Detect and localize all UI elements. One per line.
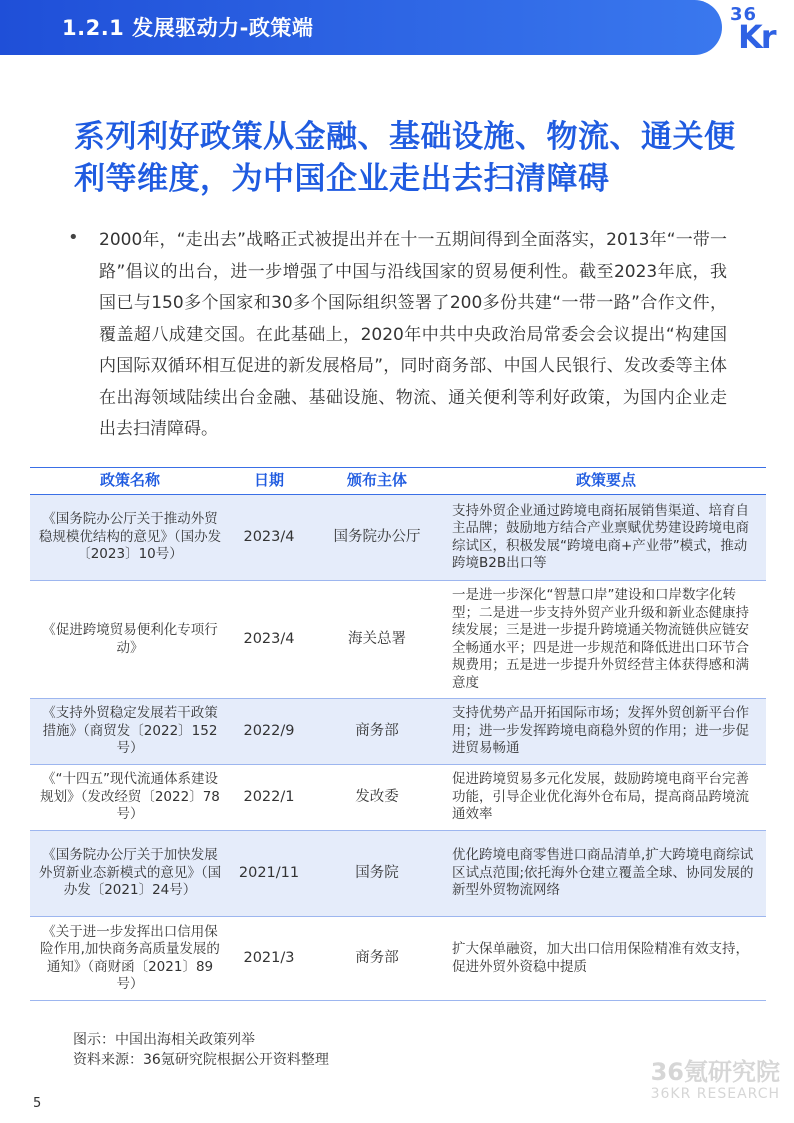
table-row	[30, 581, 766, 699]
policy-date: 2021/11	[230, 831, 308, 917]
logo-text-bottom: Kr	[738, 18, 775, 56]
column-header-issuer: 颁布主体	[308, 468, 446, 495]
policy-table	[30, 467, 766, 1001]
policy-issuer: 商务部	[308, 917, 446, 1001]
policy-name: 《国务院办公厅关于加快发展外贸新业态新模式的意见》（国办发〔2021〕24号）	[30, 831, 230, 917]
column-header-name: 政策名称	[30, 468, 230, 495]
policy-points: 优化跨境电商零售进口商品清单,扩大跨境电商综试区试点范围;依托海外仓建立覆盖全球、协同发展的新型外贸物流网络	[446, 831, 766, 917]
table-row	[30, 765, 766, 831]
policy-points: 促进跨境贸易多元化发展，鼓励跨境电商平台完善功能，引导企业优化海外仓布局，提高商品跨境流通效率	[446, 765, 766, 831]
policy-issuer: 商务部	[308, 699, 446, 765]
table-row	[30, 699, 766, 765]
policy-date: 2022/1	[230, 765, 308, 831]
figure-title: 图示：中国出海相关政策列举	[73, 1032, 255, 1048]
column-header-date: 日期	[230, 468, 308, 495]
logo-text-top: 36	[730, 4, 758, 25]
policy-date: 2022/9	[230, 699, 308, 765]
table-row	[30, 831, 766, 917]
source-note: 资料来源：36氪研究院根据公开资料整理	[73, 1052, 329, 1068]
policy-date: 2023/4	[230, 581, 308, 699]
policy-issuer: 海关总署	[308, 581, 446, 699]
policy-issuer: 发改委	[308, 765, 446, 831]
watermark-cn: 36氪研究院	[650, 1058, 780, 1086]
table-row	[30, 495, 766, 581]
watermark-en: 36KR RESEARCH	[650, 1086, 780, 1102]
policy-issuer: 国务院	[308, 831, 446, 917]
page-number: 5	[33, 1096, 42, 1111]
section-title: 1.2.1 发展驱动力-政策端	[62, 16, 314, 40]
bullet-dot: •	[68, 227, 79, 248]
research-watermark	[630, 1058, 780, 1102]
policy-issuer: 国务院办公厅	[308, 495, 446, 581]
bullet-text: 2000年，“走出去”战略正式被提出并在十一五期间得到全面落实，2013年“一带一路”倡议的出台，进一步增强了中国与沿线国家的贸易便利性。截至2023年底，我国已与150多个国家和30多个国际组织签署了200多份共建“一带一路”合作文件，覆盖超八成建交国。在此基础上，2020年中共中央政治局常委会会议提出“构建国内国际双循环相互促进的新发展格局”，同时商务部、中国人民银行、发改委等主体在出海领域陆续出台金融、基础设施、物流、通关便利等利好政策，为国内企业走出去扫清障碍。	[99, 230, 727, 439]
policy-name: 《国务院办公厅关于推动外贸稳规模优结构的意见》（国办发〔2023〕10号）	[30, 495, 230, 581]
policy-points: 支持外贸企业通过跨境电商拓展销售渠道、培育自主品牌；鼓励地方结合产业禀赋优势建设跨境电商综试区，积极发展“跨境电商+产业带”模式，推动跨境B2B出口等	[446, 495, 766, 581]
column-header-points: 政策要点	[446, 468, 766, 495]
policy-points: 支持优势产品开拓国际市场；发挥外贸创新平台作用；进一步发挥跨境电商稳外贸的作用；进一步促进贸易畅通	[446, 699, 766, 765]
policy-points: 扩大保单融资，加大出口信用保险精准有效支持，促进外贸外资稳中提质	[446, 917, 766, 1001]
policy-name: 《支持外贸稳定发展若干政策措施》（商贸发〔2022〕152号）	[30, 699, 230, 765]
table-header-row	[30, 468, 766, 495]
brand-logo	[728, 4, 794, 54]
page-headline: 系列利好政策从金融、基础设施、物流、通关便利等维度，为中国企业走出去扫清障碍	[74, 119, 736, 197]
section-header-bar	[0, 0, 722, 55]
policy-name: 《“十四五”现代流通体系建设规划》（发改经贸〔2022〕78号）	[30, 765, 230, 831]
policy-name: 《关于进一步发挥出口信用保险作用,加快商务高质量发展的通知》（商财函〔2021〕89 号）	[30, 917, 230, 1001]
policy-name: 《促进跨境贸易便利化专项行动》	[30, 581, 230, 699]
policy-date: 2021/3	[230, 917, 308, 1001]
policy-points: 一是进一步深化“智慧口岸”建设和口岸数字化转型；二是进一步支持外贸产业升级和新业态健康持续发展；三是进一步提升跨境通关物流链供应链安全畅通水平；四是进一步规范和降低进出口环节合规费用；五是进一步提升外贸经营主体获得感和满意度	[446, 581, 766, 699]
figure-caption	[73, 1030, 329, 1070]
policy-date: 2023/4	[230, 495, 308, 581]
table-row	[30, 917, 766, 1001]
